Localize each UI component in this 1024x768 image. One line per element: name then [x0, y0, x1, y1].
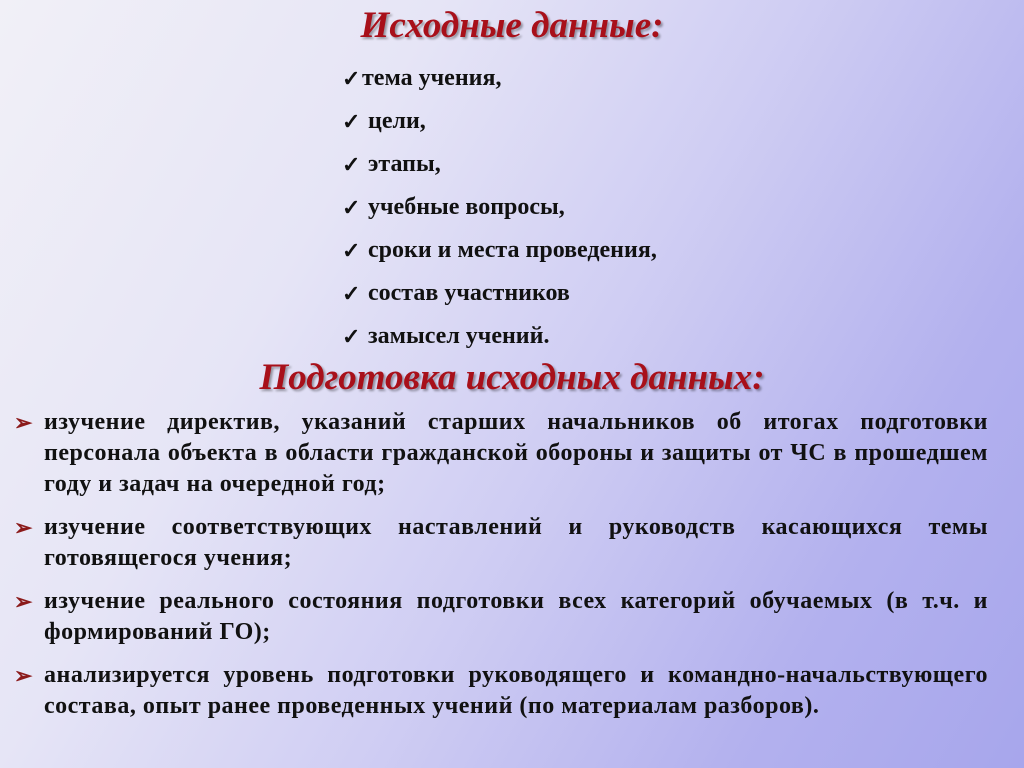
arrow-bullet-icon: ➢ [14, 410, 33, 435]
checkmark-icon: ✓ [342, 108, 361, 134]
checkmark-icon: ✓ [342, 65, 361, 91]
list-item-text: изучение реального состояния подготовки всех категорий обучаемых (в т.ч. и формирований ГО); [44, 588, 988, 645]
arrow-bullet-icon: ➢ [14, 589, 33, 614]
checkmark-icon: ✓ [342, 237, 361, 263]
arrow-bullet-icon: ➢ [14, 515, 33, 540]
list-item-text: замысел учений. [368, 323, 550, 349]
arrow-bullet-icon: ➢ [14, 663, 33, 688]
slide-title-source-data: Исходные данные: [360, 5, 664, 46]
list-item [342, 100, 657, 143]
list-item [342, 143, 657, 186]
list-item [342, 272, 657, 315]
list-item-text: изучение соответствующих наставлений и руководств касающихся темы готовящегося учения; [44, 514, 988, 571]
list-item [342, 229, 657, 272]
list-item-text: анализируется уровень подготовки руководящего и командно-начальствующего состава, опыт ранее проведенных учений (по материалам разборов). [44, 662, 988, 719]
slide-title-preparation: Подготовка исходных данных: [259, 357, 765, 398]
list-item-text: сроки и места проведения, [368, 237, 657, 263]
checkmark-icon: ✓ [342, 280, 361, 306]
list-item [14, 512, 988, 574]
list-item-text: учебные вопросы, [368, 194, 565, 220]
checkmark-icon: ✓ [342, 151, 361, 177]
source-data-checklist [342, 57, 657, 358]
list-item-text: цели, [368, 108, 426, 134]
preparation-bullet-list [14, 407, 988, 734]
list-item-text: изучение директив, указаний старших начальников об итогах подготовки персонала объекта в области гражданской обороны и защиты от ЧС в прошедшем году и задач на очередной год; [44, 409, 988, 497]
checkmark-icon: ✓ [342, 194, 361, 220]
list-item [14, 407, 988, 500]
list-item-text: этапы, [368, 151, 441, 177]
list-item [342, 315, 657, 358]
list-item [14, 586, 988, 648]
list-item-text: тема учения, [362, 65, 502, 91]
list-item [342, 186, 657, 229]
list-item [342, 57, 657, 100]
checkmark-icon: ✓ [342, 323, 361, 349]
list-item [14, 660, 988, 722]
list-item-text: состав участников [368, 280, 570, 306]
